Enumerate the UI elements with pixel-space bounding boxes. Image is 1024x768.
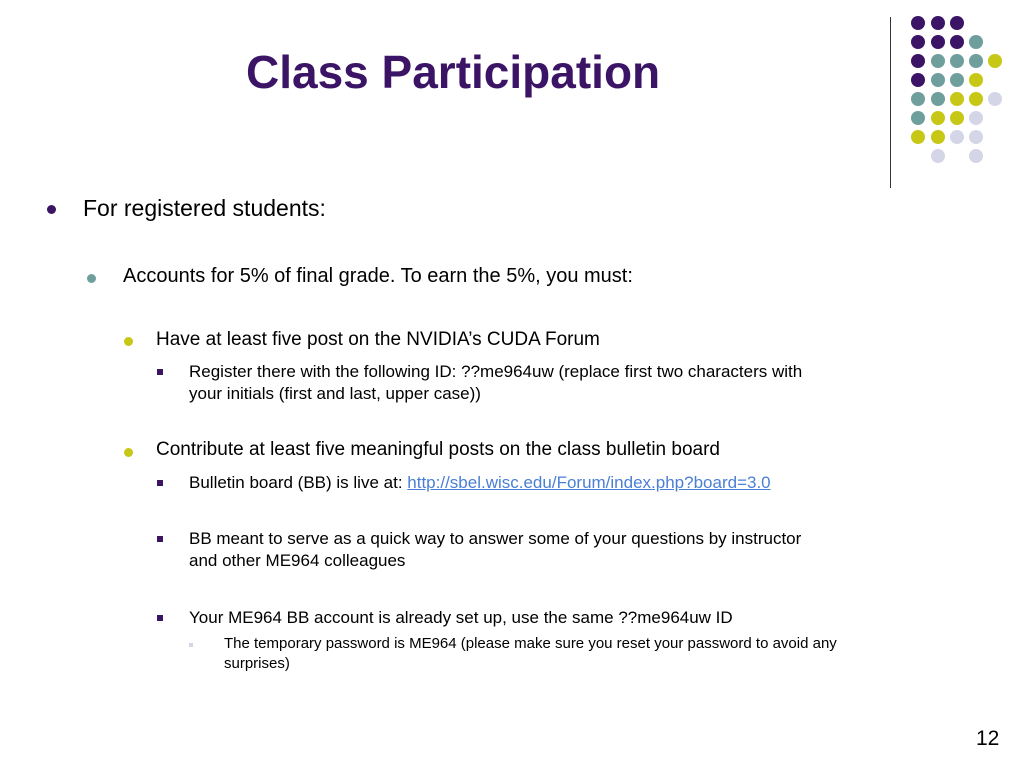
decor-dot: [931, 54, 945, 68]
slide-title: Class Participation: [246, 46, 661, 98]
bullet-bb-live: [189, 472, 771, 494]
decor-dot: [931, 16, 945, 30]
decor-dot: [950, 92, 964, 106]
decor-dot: [931, 92, 945, 106]
bullet-bulletin-board: Contribute at least five meaningful posts on the class bulletin board: [156, 439, 720, 460]
decor-dot: [911, 130, 925, 144]
bb-forum-link[interactable]: http://sbel.wisc.edu/Forum/index.php?board=3.0: [407, 473, 771, 492]
dot-grid-decoration: [0, 0, 1024, 200]
bullet-dot-icon: [47, 205, 56, 214]
page-number: 12: [976, 727, 1000, 750]
bullet-register-id-line2: your initials (first and last, upper case)): [189, 384, 481, 403]
bullet-bb-purpose-line1: BB meant to serve as a quick way to answer some of your questions by instructor: [189, 529, 802, 548]
decor-dot: [911, 16, 925, 30]
decor-dot: [969, 92, 983, 106]
decor-dot: [911, 73, 925, 87]
decor-dot: [950, 130, 964, 144]
decor-dot: [911, 111, 925, 125]
bullet-register-id-line1: Register there with the following ID: ??me964uw (replace first two characters with: [189, 362, 803, 381]
decor-dot: [950, 35, 964, 49]
bb-live-label: Bulletin board (BB) is live at:: [189, 473, 408, 492]
decor-dot: [931, 149, 945, 163]
decor-dot: [969, 35, 983, 49]
bullet-dot-icon: [87, 274, 96, 283]
decor-dot: [911, 35, 925, 49]
decor-dot: [950, 111, 964, 125]
bullet-grade-share: Accounts for 5% of final grade. To earn the 5%, you must:: [123, 265, 633, 287]
bullet-registered-students: For registered students:: [83, 195, 326, 221]
vertical-divider: [890, 17, 891, 188]
decor-dot: [950, 16, 964, 30]
decor-dot: [931, 35, 945, 49]
bullet-small-square-icon: [189, 643, 193, 647]
bullet-square-icon: [157, 615, 163, 621]
bullet-square-icon: [157, 536, 163, 542]
bullet-square-icon: [157, 369, 163, 375]
bullet-password-line2: surprises): [224, 655, 290, 672]
decor-dot: [911, 92, 925, 106]
decor-dot: [911, 54, 925, 68]
decor-dot: [969, 130, 983, 144]
decor-dot: [931, 130, 945, 144]
decor-dot: [969, 54, 983, 68]
decor-dot: [950, 73, 964, 87]
bullet-dot-icon: [124, 448, 133, 457]
bullet-cuda-forum: Have at least five post on the NVIDIA’s CUDA Forum: [156, 329, 600, 350]
bullet-password-line1: The temporary password is ME964 (please make sure you reset your password to avoid any: [224, 635, 837, 652]
decor-dot: [988, 92, 1002, 106]
decor-dot: [931, 73, 945, 87]
bullet-bb-purpose-line2: and other ME964 colleagues: [189, 551, 406, 570]
decor-dot: [969, 73, 983, 87]
decor-dot: [988, 54, 1002, 68]
decor-dot: [931, 111, 945, 125]
bullet-square-icon: [157, 480, 163, 486]
decor-dot: [969, 111, 983, 125]
bullet-dot-icon: [124, 337, 133, 346]
decor-dot: [969, 149, 983, 163]
decor-dot: [950, 54, 964, 68]
bullet-account-setup: Your ME964 BB account is already set up, use the same ??me964uw ID: [189, 608, 733, 627]
